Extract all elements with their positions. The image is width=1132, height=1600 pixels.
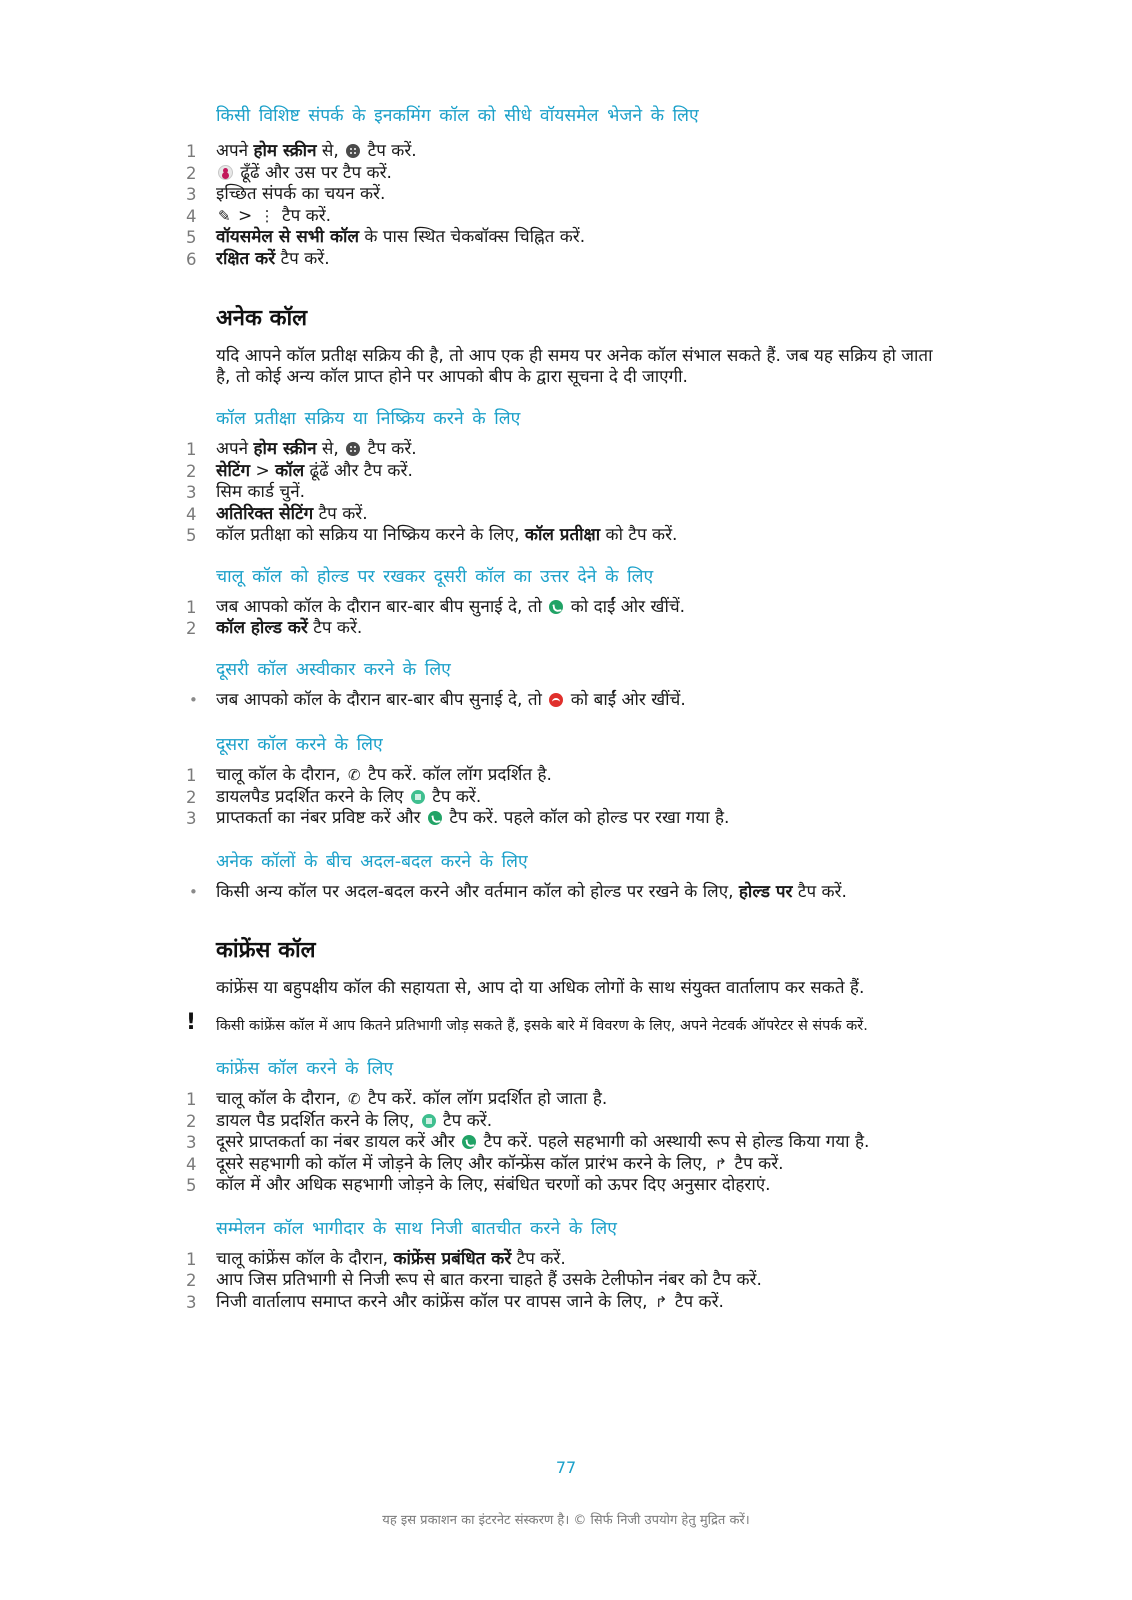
subheading-voicemail: किसी विशिष्ट संपर्क के इनकमिंग कॉल को सीधे वॉयसमेल भेजने के लिए xyxy=(216,106,699,126)
list-item xyxy=(186,162,936,185)
step-text: टैप करें. xyxy=(437,1110,493,1131)
step-bold: सेटिंग xyxy=(216,460,251,481)
step-text: दूसरे प्राप्तकर्ता का नंबर डायल करें और xyxy=(216,1132,461,1152)
step-text: टैप करें. पहले सहभागी को अस्थायी रूप से होल्ड किया गया है. xyxy=(478,1132,870,1152)
step-number: 2 xyxy=(186,1111,197,1131)
step-text: डायल पैड प्रदर्शित करने के लिए, xyxy=(216,1110,420,1131)
merge-calls-icon: ↱ xyxy=(714,1154,728,1173)
step-number: 3 xyxy=(186,185,197,204)
step-text: से, xyxy=(316,439,345,459)
step-number: 3 xyxy=(186,1133,197,1152)
step-text: कॉल प्रतीक्षा को सक्रिय या निष्क्रिय करने के लिए, xyxy=(216,525,525,545)
step-bold: कॉल होल्ड करें xyxy=(216,618,308,638)
list-item xyxy=(186,786,936,809)
step-number: 5 xyxy=(186,526,197,545)
step-text: टैप करें. xyxy=(792,881,847,902)
subheading-make-conference: कांफ्रेंस कॉल करने के लिए xyxy=(216,1059,394,1079)
step-bold: कॉल प्रतीक्षा xyxy=(524,525,601,545)
step-number: 1 xyxy=(186,142,197,161)
step-text: ढूँढें और उस पर टैप करें. xyxy=(235,162,392,183)
step-text: टैप करें. xyxy=(729,1153,784,1174)
merge-calls-icon: ↱ xyxy=(654,1292,668,1311)
step-text: टैप करें. xyxy=(511,1248,566,1269)
step-text: इच्छित संपर्क का चयन करें. xyxy=(216,184,386,204)
step-number: 4 xyxy=(186,1154,197,1174)
subheading-call-waiting: कॉल प्रतीक्षा सक्रिय या निष्क्रिय करने के लिए xyxy=(216,409,521,429)
step-text: टैप करें. xyxy=(275,248,330,269)
warning-icon: ! xyxy=(186,1010,197,1035)
step-text: टैप करें. कॉल लॉग प्रदर्शित है. xyxy=(362,765,552,785)
step-text: प्राप्तकर्ता का नंबर प्रविष्ट करें और xyxy=(216,808,426,828)
call-waiting-steps xyxy=(186,439,936,547)
pencil-icon: ✎ xyxy=(218,206,231,225)
step-text: जब आपको कॉल के दौरान बार-बार बीप सुनाई दे, तो xyxy=(216,596,548,617)
step-number: 1 xyxy=(186,766,197,785)
conference-steps xyxy=(186,1089,876,1197)
step-number: 4 xyxy=(186,504,197,524)
step-number: 4 xyxy=(186,206,197,226)
answer-call-icon xyxy=(549,600,563,614)
step-bold: वॉयसमेल से सभी कॉल xyxy=(216,227,359,247)
step-number: 1 xyxy=(186,597,197,617)
list-item xyxy=(186,460,936,483)
step-text: को टैप करें. xyxy=(600,525,678,545)
list-item xyxy=(186,439,936,461)
step-bold: अतिरिक्त सेटिंग xyxy=(216,503,314,524)
private-chat-steps xyxy=(186,1248,936,1314)
list-item xyxy=(186,1248,936,1271)
step-text: टैप करें. xyxy=(362,141,417,161)
subheading-switch-calls: अनेक कॉलों के बीच अदल-बदल करने के लिए xyxy=(216,851,528,872)
step-text: डायलपैड प्रदर्शित करने के लिए xyxy=(216,786,409,807)
subheading-hold-answer: चालू कॉल को होल्ड पर रखकर दूसरी कॉल का उत्तर देने के लिए xyxy=(216,566,654,587)
step-text: > xyxy=(232,205,258,226)
apps-grid-icon xyxy=(346,144,360,158)
step-text: को बाईं ओर खींचें. xyxy=(565,689,686,710)
list-item xyxy=(186,205,936,228)
step-text: के पास स्थित चेकबॉक्स चिह्नित करें. xyxy=(358,227,586,247)
step-number: 5 xyxy=(186,1176,197,1195)
add-call-icon: ✆ xyxy=(348,766,361,784)
subheading-private-chat: सम्मेलन कॉल भागीदार के साथ निजी बातचीत करने के लिए xyxy=(216,1218,617,1239)
step-number: 1 xyxy=(186,1090,197,1109)
step-text: से, xyxy=(316,141,345,161)
step-text: टैप करें. पहले कॉल को होल्ड पर रखा गया है. xyxy=(443,808,730,828)
list-item xyxy=(186,1110,876,1133)
step-text: चालू कॉल के दौरान, xyxy=(216,765,347,785)
note-text: किसी कांफ्रेंस कॉल में आप कितने प्रतिभागी जोड़ सकते हैं, इसके बारे में विवरण के लिए, अपने नेटवर्क ऑपरेटर से संपर्क करें. xyxy=(216,1018,868,1034)
heading-conference-calls: कांफ्रेंस कॉल xyxy=(216,938,316,963)
contacts-icon xyxy=(218,165,233,180)
list-item xyxy=(186,1175,876,1197)
step-text: चालू कॉल के दौरान, xyxy=(216,1089,347,1109)
step-text: टैप करें. xyxy=(276,205,332,226)
multiple-calls-intro: यदि आपने कॉल प्रतीक्ष सक्रिय की है, तो आप एक ही समय पर अनेक कॉल संभाल सकते हैं. जब यह सक्रिय हो जाता है, तो कोई अन्य कॉल प्राप्त होने पर आपको बीप के द्वारा सूचना दे दी जाएगी. xyxy=(216,346,933,387)
subheading-second-call: दूसरा कॉल करने के लिए xyxy=(216,735,383,755)
page-content xyxy=(186,100,936,1313)
voicemail-steps xyxy=(186,141,936,270)
hold-answer-steps xyxy=(186,596,936,640)
list-item xyxy=(186,1270,936,1292)
step-text: अपने xyxy=(216,439,254,459)
bullet: • xyxy=(189,690,198,709)
apps-grid-icon xyxy=(346,442,360,456)
answer-call-icon xyxy=(428,811,442,825)
step-bold: रक्षित करें xyxy=(216,248,276,269)
step-bold: कांफ्रेंस प्रबंधित करें xyxy=(393,1248,512,1269)
list-item xyxy=(186,482,936,504)
step-bold: होम स्क्रीन xyxy=(253,141,317,161)
step-text: कॉल में और अधिक सहभागी जोड़ने के लिए, संबंधित चरणों को ऊपर दिए अनुसार दोहराएं. xyxy=(216,1175,771,1195)
list-item xyxy=(186,618,936,640)
step-number: 2 xyxy=(186,461,197,481)
step-text: अपने xyxy=(216,141,254,161)
footer-note: यह इस प्रकाशन का इंटरनेट संस्करण है। © सिर्फ निजी उपयोग हेतु मुद्रित करें। xyxy=(382,1513,750,1528)
step-text: चालू कांफ्रेंस कॉल के दौरान, xyxy=(216,1248,394,1269)
answer-call-icon xyxy=(462,1135,476,1149)
bullet: • xyxy=(189,882,198,901)
step-text: आप जिस प्रतिभागी से निजी रूप से बात करना चाहते हैं उसके टेलीफोन नंबर को टैप करें. xyxy=(216,1270,762,1290)
step-text: टैप करें. xyxy=(426,786,482,807)
step-text: किसी अन्य कॉल पर अदल-बदल करने और वर्तमान कॉल को होल्ड पर रखने के लिए, xyxy=(216,881,739,902)
switch-steps xyxy=(189,881,876,904)
more-vertical-icon: ⋮ xyxy=(259,206,275,225)
step-text: > xyxy=(250,460,276,481)
step-number: 2 xyxy=(186,619,197,638)
step-number: 2 xyxy=(186,787,197,807)
add-call-icon: ✆ xyxy=(348,1090,361,1108)
step-number: 2 xyxy=(186,163,197,183)
reject-call-icon xyxy=(549,693,563,707)
list-item xyxy=(186,248,936,271)
list-item xyxy=(186,808,936,830)
dialpad-icon xyxy=(422,1114,436,1128)
step-text: दूसरे सहभागी को कॉल में जोड़ने के लिए और कॉन्फ्रेंस कॉल प्रारंभ करने के लिए, xyxy=(216,1153,713,1174)
list-item xyxy=(186,503,936,526)
step-text: टैप करें. xyxy=(669,1291,724,1312)
step-text: टैप करें. कॉल लॉग प्रदर्शित हो जाता है. xyxy=(362,1089,608,1109)
step-number: 5 xyxy=(186,228,197,247)
step-bold: होम स्क्रीन xyxy=(253,439,317,459)
step-number: 2 xyxy=(186,1271,197,1290)
step-text: जब आपको कॉल के दौरान बार-बार बीप सुनाई दे, तो xyxy=(216,689,548,710)
list-item xyxy=(186,765,936,787)
reject-steps xyxy=(189,689,936,712)
list-item xyxy=(186,184,936,206)
step-text: टैप करें. xyxy=(313,503,368,524)
heading-multiple-calls: अनेक कॉल xyxy=(216,306,308,331)
step-text: ढूंढें और टैप करें. xyxy=(304,460,413,481)
note-box xyxy=(186,1010,936,1035)
list-item xyxy=(189,689,936,712)
list-item xyxy=(186,141,936,163)
second-call-steps xyxy=(186,765,936,830)
page-number: 77 xyxy=(555,1458,577,1477)
list-item xyxy=(186,227,936,249)
step-bold: होल्ड पर xyxy=(738,881,793,902)
step-number: 1 xyxy=(186,1249,197,1269)
step-text: सिम कार्ड चुनें. xyxy=(216,482,306,502)
list-item xyxy=(186,1291,936,1314)
step-text: टैप करें. xyxy=(307,618,363,638)
step-text: को दाईं ओर खींचें. xyxy=(565,596,686,617)
subheading-reject-second: दूसरी कॉल अस्वीकार करने के लिए xyxy=(216,659,451,680)
list-item xyxy=(189,881,876,904)
conference-intro: कांफ्रेंस या बहुपक्षीय कॉल की सहायता से, आप दो या अधिक लोगों के साथ संयुक्त वार्तालाप कर सकते हैं. xyxy=(216,978,865,998)
list-item xyxy=(186,1089,876,1111)
list-item xyxy=(186,1153,876,1176)
step-bold: कॉल xyxy=(275,460,305,481)
step-number: 3 xyxy=(186,1292,197,1312)
list-item xyxy=(186,596,936,619)
step-number: 3 xyxy=(186,483,197,502)
step-number: 6 xyxy=(186,249,197,269)
step-text: टैप करें. xyxy=(362,439,417,459)
list-item xyxy=(186,1132,876,1154)
step-number: 1 xyxy=(186,440,197,459)
step-number: 3 xyxy=(186,809,197,828)
dialpad-icon xyxy=(411,790,425,804)
list-item xyxy=(186,525,936,547)
step-text: निजी वार्तालाप समाप्त करने और कांफ्रेंस कॉल पर वापस जाने के लिए, xyxy=(216,1291,653,1312)
